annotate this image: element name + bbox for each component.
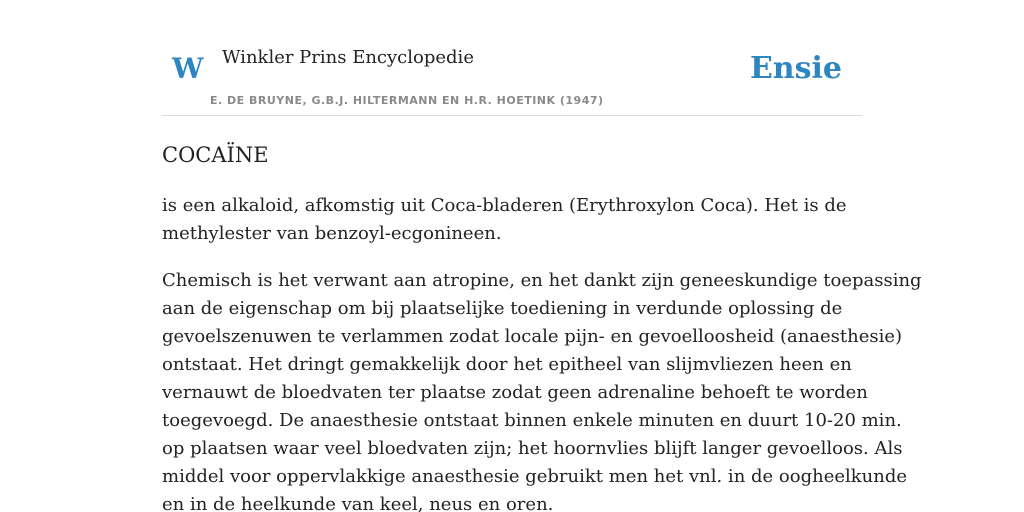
text-line: vernauwt de bloedvaten ter plaatse zodat geen adrenaline behoeft te worden — [162, 382, 868, 403]
site-header — [162, 0, 862, 116]
text-line: ontstaat. Het dringt gemakkelijk door het epitheel van slijmvliezen heen en — [162, 354, 852, 375]
text-line: is een alkaloid, afkomstig uit Coca-bladeren (Erythroxylon Coca). Het is de — [162, 195, 847, 216]
text-line: gevoelszenuwen te verlammen zodat locale pijn- en gevoelloosheid (anaesthesie) — [162, 326, 903, 347]
text-line: methylester van benzoyl-ecgonineen. — [162, 223, 502, 244]
source-title[interactable]: Winkler Prins Encyclopedie — [222, 47, 474, 68]
text-line: Chemisch is het verwant aan atropine, en het dankt zijn geneeskundige toepassing — [162, 270, 922, 291]
entry-body — [162, 192, 922, 512]
brand-logo[interactable]: Ensie — [749, 51, 842, 86]
text-line: middel voor oppervlakkige anaesthesie gebruikt men het vnl. in de oogheelkunde — [162, 466, 908, 487]
paragraph-1 — [162, 192, 862, 248]
text-line: op plaatsen waar veel bloedvaten zijn; het hoornvlies blijft langer gevoelloos. Als — [162, 438, 903, 459]
text-line: toegevoegd. De anaesthesie ontstaat binnen enkele minuten en duurt 10-20 min. — [162, 410, 902, 431]
entry-title: COCAÏNE — [162, 143, 269, 167]
text-line: aan de eigenschap om bij plaatselijke toediening in verdunde oplossing de — [162, 298, 843, 319]
paragraph-2 — [162, 267, 922, 512]
text-line: en in de heelkunde van keel, neus en oren. — [162, 494, 554, 512]
source-authors: E. DE BRUYNE, G.B.J. HILTERMANN EN H.R. HOETINK (1947) — [210, 94, 604, 107]
source-logo[interactable]: W — [172, 52, 204, 85]
